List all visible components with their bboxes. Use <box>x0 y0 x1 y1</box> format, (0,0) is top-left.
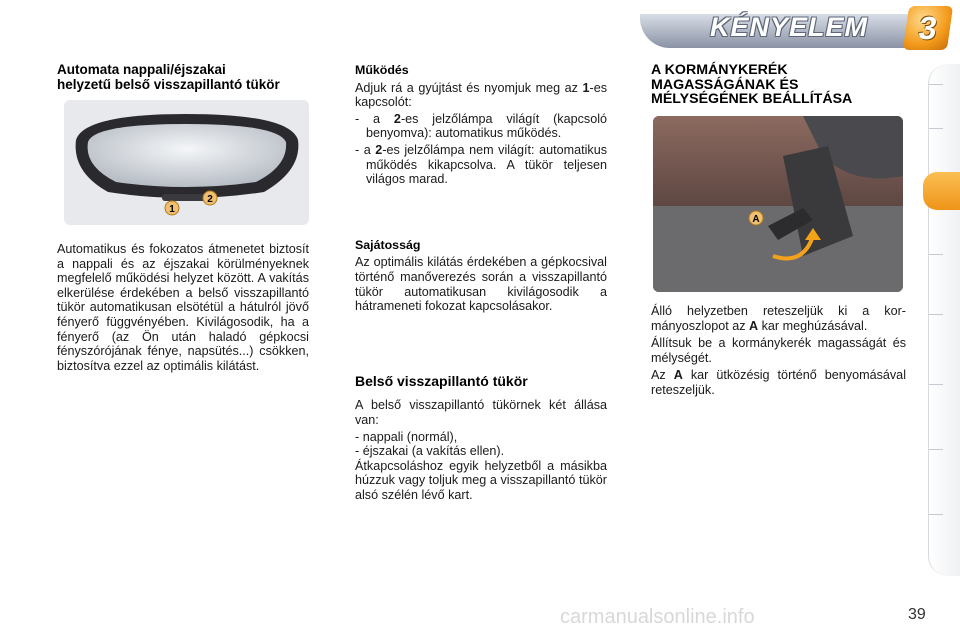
belso-heading: Belső visszapillantó tükör <box>355 372 528 389</box>
chapter-title: KÉNYELEM <box>710 12 869 42</box>
mukodes-item-2: - a 2-es jelzőlámpa nem világít: automatikus működés kikapcsolva. A tükör teljesen világos marad. <box>355 142 607 187</box>
mirror-illustration <box>64 100 309 225</box>
label-a: A <box>752 214 760 225</box>
rail-tick <box>929 514 943 515</box>
belso-item-2: - éjszakai (a vakítás ellen). <box>355 444 505 459</box>
mirror-description <box>57 242 309 373</box>
rearview-mirror-photo <box>64 100 309 225</box>
mirror-paragraph: Automatikus és fokozatos átmenetet biztosít a nappali és az éjszakai körülményeknek megfelelő működési helyzet között. A vakítás elkerülése érdekében a belső visszapillantó tükör automatikusan elsötétül a hátulról jövő fényerő függvényében. Kivilágosodik, ha a fényerő (az Ön után haladó gépkocsi fényszórójának fénye, napsütés...) csökken, biztosítva ezzel az optimális kilátást. <box>57 242 309 373</box>
steering-instructions <box>651 304 906 398</box>
chapter-header <box>600 0 960 58</box>
chapter-number-badge: 3 <box>903 6 953 50</box>
rail-tick <box>929 84 943 85</box>
active-chapter-tab[interactable] <box>923 172 960 210</box>
section-heading: Automata nappali/éjszakai helyzetű belső visszapillantó tükör <box>57 62 280 92</box>
mukodes-item-1: - a 2-es jelzőlámpa világít (kapcsoló benyomva): automatikus működés. <box>355 111 607 141</box>
belso-text: Átkapcsoláshoz egyik helyzetből a másikba húzzuk vagy toljuk meg a visszapillantó tükör alsó szélén lévő kart. <box>355 458 607 502</box>
column-2 <box>355 63 607 502</box>
belso-intro: A belső visszapillantó tükörnek két állása van: <box>355 398 607 427</box>
lower-panel <box>653 206 903 292</box>
sajatossag-heading: Sajátosság <box>355 237 421 252</box>
rail-tick <box>929 128 943 129</box>
column-3 <box>651 63 906 107</box>
steering-p1: Álló helyzetben reteszeljük ki a kormányoszlopot az A kar meghúzásával. <box>651 304 906 333</box>
column-1 <box>57 63 309 92</box>
belso-item-1: - nappali (normál), <box>355 429 458 444</box>
label-2: 2 <box>207 194 213 205</box>
steering-p2: Állítsuk be a kormánykerék magasságát és mélységét. <box>651 336 906 365</box>
sajatossag-text: Az optimális kilátás érdekében a gépkocsival történő manőverezés során a visszapillantó tükör automatikusan kivilágosodik a hátrameneti fokozat kapcsolásakor. <box>355 255 607 314</box>
label-1: 1 <box>169 204 175 215</box>
rail-tick <box>929 384 943 385</box>
steering-illustration <box>653 116 903 292</box>
page-number: 39 <box>908 606 926 623</box>
chapter-tab-rail <box>928 64 960 576</box>
rail-tick <box>929 314 943 315</box>
rail-tick <box>929 449 943 450</box>
steering-column-photo <box>653 116 903 292</box>
steering-p3: Az A kar ütközésig történő benyomásával reteszeljük. <box>651 368 906 397</box>
mukodes-intro: Adjuk rá a gyújtást és nyomjuk meg az 1-es kapcsolót: <box>355 80 607 110</box>
watermark: carmanualsonline.info <box>560 606 755 628</box>
mukodes-heading: Működés <box>355 63 409 77</box>
mirror-glass <box>88 124 287 187</box>
rail-tick <box>929 254 943 255</box>
steering-heading: A KORMÁNYKERÉK MAGASSÁGÁNAK ÉS MÉLYSÉGÉNEK BEÁLLÍTÁSA <box>651 62 853 107</box>
